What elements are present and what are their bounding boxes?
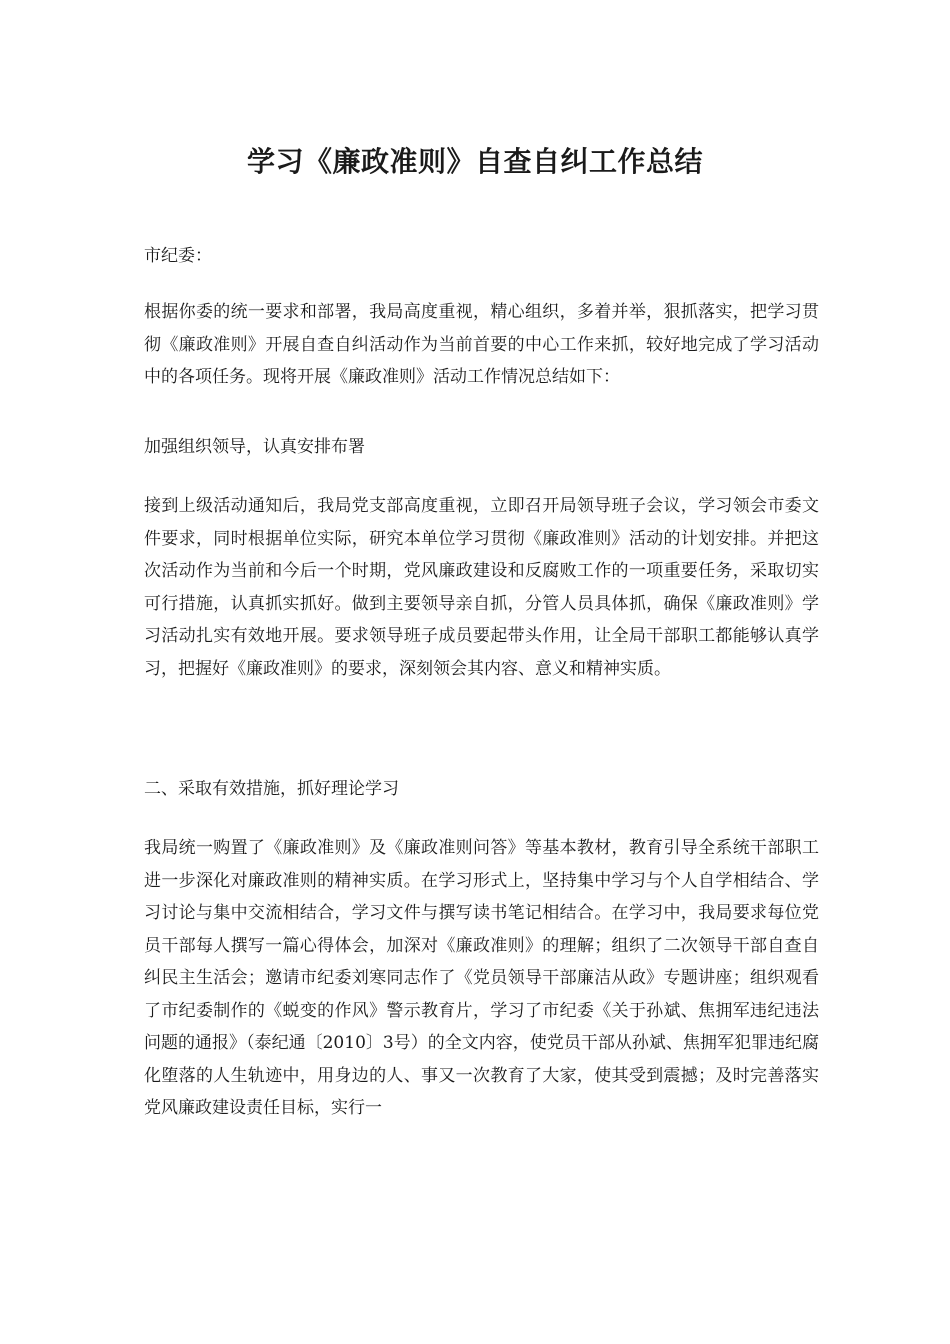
paragraph-organization: 接到上级活动通知后，我局党支部高度重视，立即召开局领导班子会议，学习领会市委文件要求，同时根据单位实际，研究本单位学习贯彻《廉政准则》活动的计划安排。并把这次活动作为当前和今后一个时期，党风廉政建设和反腐败工作的一项重要任务，采取切实可行措施，认真抓实抓好。做到主要领导亲自抓，分管人员具体抓，确保《廉政准则》学习活动扎实有效地开展。要求领导班子成员要起带头作用，让全局干部职工都能够认真学习，把握好《廉政准则》的要求，深刻领会其内容、意义和精神实质。 bbox=[144, 496, 819, 679]
salutation: 市纪委： bbox=[144, 246, 212, 266]
paragraph-intro: 根据你委的统一要求和部署，我局高度重视，精心组织，多着并举，狠抓落实，把学习贯彻《廉政准则》开展自查自纠活动作为当前首要的中心工作来抓，较好地完成了学习活动中的各项任务。现将开展《廉政准则》活动工作情况总结如下： bbox=[144, 302, 819, 387]
section-heading-2: 二、采取有效措施，抓好理论学习 bbox=[144, 779, 399, 799]
document-title: 学习《廉政准则》自查自纠工作总结 bbox=[246, 145, 703, 178]
section-heading-1: 加强组织领导，认真安排布署 bbox=[144, 437, 365, 457]
paragraph-study-measures: 我局统一购置了《廉政准则》及《廉政准则问答》等基本教材，教育引导全系统干部职工进一步深化对廉政准则的精神实质。在学习形式上，坚持集中学习与个人自学相结合、学习讨论与集中交流相结合，学习文件与撰写读书笔记相结合。在学习中，我局要求每位党员干部每人撰写一篇心得体会，加深对《廉政准则》的理解；组织了二次领导干部自查自纠民主生活会；邀请市纪委刘寒同志作了《党员领导干部廉洁从政》专题讲座；组织观看了市纪委制作的《蜕变的作风》警示教育片，学习了市纪委《关于孙斌、焦拥军违纪违法问题的通报》（泰纪通〔2010〕3号）的全文内容，使党员干部从孙斌、焦拥军犯罪违纪腐化堕落的人生轨迹中，用身边的人、事又一次教育了大家，使其受到震撼；及时完善落实党风廉政建设责任目标，实行一 bbox=[144, 838, 819, 1118]
